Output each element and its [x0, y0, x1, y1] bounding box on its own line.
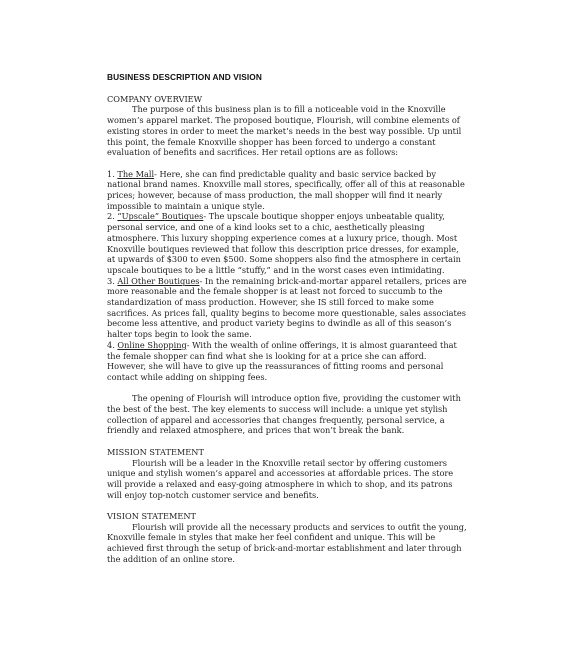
company-overview-closing: The opening of Flourish will introduce option five, providing the customer with the best of the best. The key elements to success will include: a unique yet stylish collection of apparel and accessories that changes frequently, personal service, a friendly and relaxed atmosphere, and prices that won’t break the bank.	[107, 393, 461, 436]
option-label: Online Shopping	[117, 339, 187, 350]
option-text: - With the wealth of online offerings, it is almost guaranteed that the female shopper can find what she is looking for at a price she can afford. However, she will have to give up the reassurances of fitting rooms and personal contact while adding on shipping fees.	[107, 339, 457, 382]
option-text: - In the remaining brick-and-mortar apparel retailers, prices are more reasonable and the female shopper is at least not forced to succumb to the standardization of mass production. However, she IS still forced to make some sacrifices. As prices fall, quality begins to become more questionable, sales associates become less attentive, and product variety begins to dwindle as all of this season’s halter tops begin to look the same.	[107, 275, 467, 340]
option-item-1	[107, 169, 467, 212]
option-number: 2.	[107, 211, 115, 222]
option-text: - The upscale boutique shopper enjoys unbeatable quality, personal service, and one of a kind looks set to a chic, aesthetically pleasing atmosphere. This luxury shopping experience comes at a luxury price, though. Most Knoxville boutiques reviewed that follow this description price dresses, for example, at upwards of $300 to even $500. Some shoppers also find the atmosphere in certain upscale boutiques to be a little “stuffy,” and in the worst cases even intimidating.	[107, 211, 461, 275]
mission-statement-heading: MISSION STATEMENT	[107, 446, 204, 457]
option-text: - Here, she can find predictable quality and basic service backed by national brand names. Knoxville mall stores, specifically, offer all of this at reasonable prices; however, because of mass production, the mall shopper will find it nearly impossible to maintain a unique style.	[107, 168, 465, 211]
option-label: “Upscale” Boutiques	[117, 211, 204, 222]
option-label: The Mall	[117, 168, 155, 179]
mission-statement-text: Flourish will be a leader in the Knoxville retail sector by offering customers unique and stylish women’s apparel and accessories at affordable prices. The store will provide a relaxed and easy-going atmosphere in which to shop, and its patrons will enjoy top-notch customer service and benefits.	[107, 457, 454, 500]
company-overview-heading: COMPANY OVERVIEW	[107, 93, 203, 104]
option-item-4	[107, 340, 467, 383]
vision-statement-section	[107, 511, 467, 565]
document-title: BUSINESS DESCRIPTION AND VISION	[107, 72, 262, 82]
option-label: All Other Boutiques	[117, 275, 200, 286]
spacer	[107, 436, 467, 447]
option-item-3	[107, 276, 467, 340]
company-overview-intro: The purpose of this business plan is to fill a noticeable void in the Knoxville women’s apparel market. The proposed boutique, Flourish, will combine elements of existing stores in order to meet the market’s needs in the best way possible. Up until this point, the female Knoxville shopper has been forced to undergo a constant evaluation of benefits and sacrifices. Her retail options are as follows:	[107, 104, 462, 158]
document-body	[107, 72, 467, 565]
mission-statement-section	[107, 447, 467, 501]
option-number: 4.	[107, 339, 115, 350]
option-number: 3.	[107, 275, 115, 286]
spacer	[107, 383, 467, 394]
vision-statement-text: Flourish will provide all the necessary products and services to outfit the young, Knoxville female in styles that make her feel confident and unique. This will be achieved first through the setup of brick-and-mortar establishment and later through the addition of an online store.	[107, 521, 467, 564]
vision-statement-heading: VISION STATEMENT	[107, 511, 196, 522]
option-item-2	[107, 211, 467, 275]
spacer	[107, 158, 467, 169]
spacer	[107, 500, 467, 511]
option-number: 1.	[107, 168, 115, 179]
company-overview-section	[107, 94, 467, 436]
